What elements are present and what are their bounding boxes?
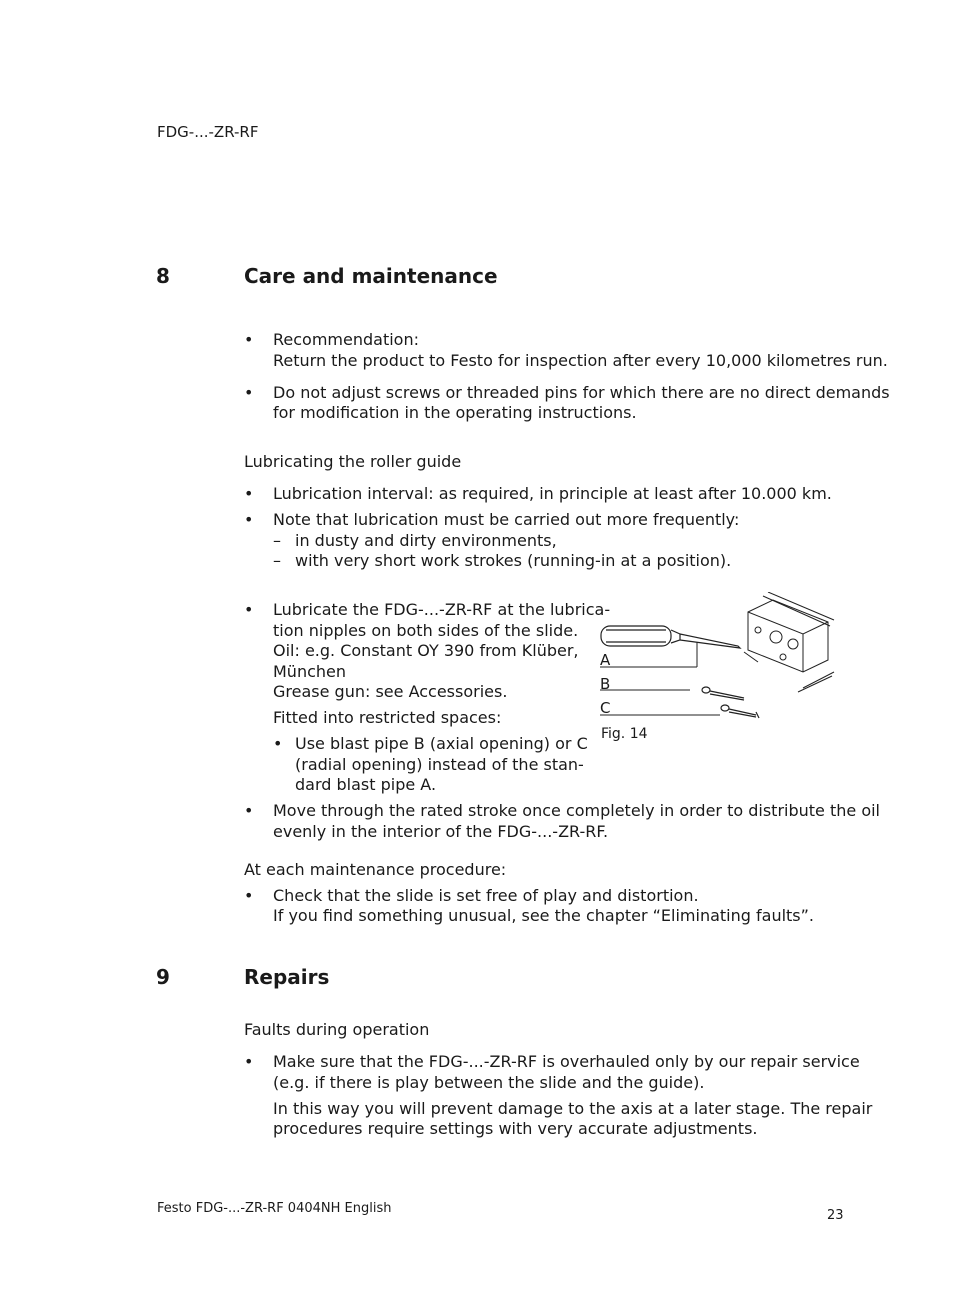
- figure-label-c: C: [600, 699, 611, 717]
- list-item: Move through the rated stroke once completely in order to distribute the oil: [273, 801, 880, 820]
- list-item: Do not adjust screws or threaded pins for which there are no direct demands: [273, 383, 890, 402]
- list-item: (e.g. if there is play between the slide and the guide).: [273, 1073, 705, 1092]
- sub-list-item: dard blast pipe A.: [295, 775, 437, 794]
- running-header: FDG-...-ZR-RF: [157, 123, 259, 141]
- section-number: 9: [156, 965, 170, 989]
- list-item: If you find something unusual, see the chapter “Eliminating faults”.: [273, 906, 815, 925]
- subheading: At each maintenance procedure:: [244, 860, 507, 879]
- dash-item: in dusty and dirty environments,: [295, 531, 557, 550]
- sub-list-item: Use blast pipe B (axial opening) or C: [295, 734, 588, 753]
- bullet-marker: •: [244, 886, 254, 905]
- section-number: 8: [156, 264, 170, 288]
- dash-item: with very short work strokes (running-in at a position).: [295, 551, 732, 570]
- footer-left: Festo FDG-...-ZR-RF 0404NH English: [157, 1201, 392, 1216]
- bullet-marker: •: [244, 1052, 254, 1071]
- list-item: Return the product to Festo for inspection after every 10,000 kilometres run.: [273, 351, 888, 370]
- list-item: Make sure that the FDG-...-ZR-RF is overhauled only by our repair service: [273, 1052, 860, 1071]
- bullet-marker: •: [244, 600, 254, 619]
- bullet-marker: •: [244, 510, 254, 529]
- subheading: Lubricating the roller guide: [244, 452, 462, 471]
- section-title: Care and maintenance: [244, 264, 498, 288]
- list-item: evenly in the interior of the FDG-...-ZR-RF.: [273, 822, 609, 841]
- figure-label-a: A: [600, 651, 611, 669]
- subheading: Faults during operation: [244, 1020, 430, 1039]
- list-item: for modification in the operating instructions.: [273, 403, 637, 422]
- section-title: Repairs: [244, 965, 330, 989]
- sub-list-item: (radial opening) instead of the stan-: [295, 755, 584, 774]
- lubrication-figure: [598, 592, 838, 722]
- figure-caption: Fig. 14: [601, 726, 648, 742]
- list-item: München: [273, 662, 347, 681]
- list-item: Check that the slide is set free of play and distortion.: [273, 886, 699, 905]
- list-item: tion nipples on both sides of the slide.: [273, 621, 579, 640]
- list-item: Grease gun: see Accessories.: [273, 682, 508, 701]
- bullet-marker: •: [244, 484, 254, 503]
- restricted-label: Fitted into restricted spaces:: [273, 708, 502, 727]
- paragraph: procedures require settings with very accurate adjustments.: [273, 1119, 758, 1138]
- list-item: Note that lubrication must be carried out more frequently:: [273, 510, 740, 529]
- dash-marker: –: [273, 531, 281, 550]
- bullet-marker: •: [244, 801, 254, 820]
- list-item: Oil: e.g. Constant OY 390 from Klüber,: [273, 641, 579, 660]
- figure-label-b: B: [600, 675, 611, 693]
- list-item: Recommendation:: [273, 330, 419, 349]
- dash-marker: –: [273, 551, 281, 570]
- list-item: Lubrication interval: as required, in principle at least after 10.000 km.: [273, 484, 832, 503]
- bullet-marker: •: [273, 734, 283, 753]
- page-number: 23: [827, 1208, 844, 1223]
- bullet-marker: •: [244, 383, 254, 402]
- list-item: Lubricate the FDG-...-ZR-RF at the lubrica-: [273, 600, 611, 619]
- bullet-marker: •: [244, 330, 254, 349]
- paragraph: In this way you will prevent damage to the axis at a later stage. The repair: [273, 1099, 873, 1118]
